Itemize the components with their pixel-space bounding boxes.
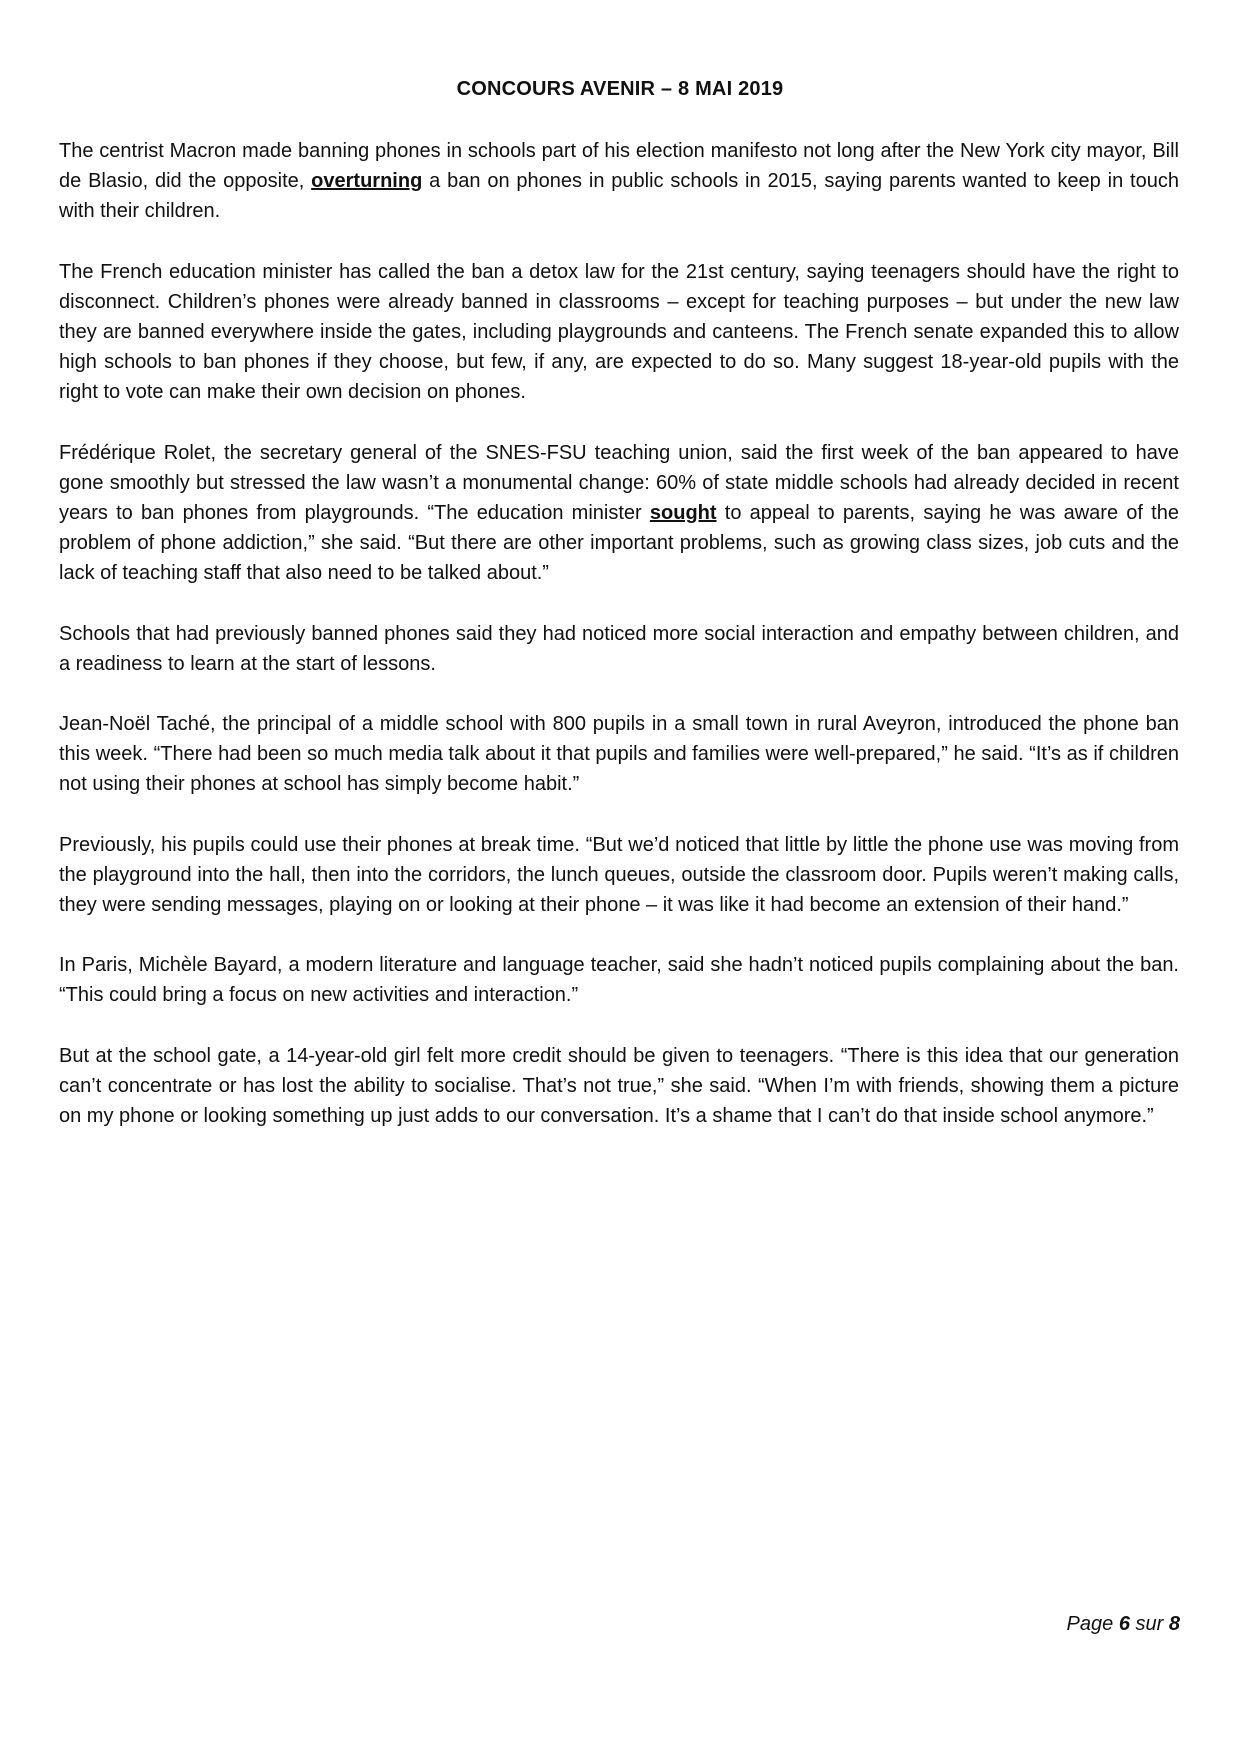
paragraph-1-text-before: The centrist Macron made banning phones in schools part of his election manifesto not long after the New York city mayor, Bill de Blasio, did the opposite, <box>59 140 1179 193</box>
page-total: 8 <box>1168 1613 1180 1635</box>
paragraph-5: Jean-Noël Taché, the principal of a middle school with 800 pupils in a small town in rural Aveyron, introduced the phone ban this week. “There had been so much media talk about it that pupils and families were well-prepared,” he said. “It’s as if children not using their phones at school has simply become habit.” <box>59 713 1179 796</box>
paragraph-6: Previously, his pupils could use their phones at break time. “But we’d noticed that little by little the phone use was moving from the playground into the hall, then into the corridors, the lunch queues, outside the classroom door. Pupils weren’t making calls, they were sending messages, playing on or looking at their phone – it was like it had become an extension of their hand.” <box>59 833 1179 917</box>
page-number-footer <box>1067 1613 1180 1636</box>
page-title: CONCOURS AVENIR – 8 MAI 2019 <box>456 78 784 100</box>
paragraph-3 <box>59 438 1179 589</box>
paragraph-7: In Paris, Michèle Bayard, a modern literature and language teacher, said she hadn’t noticed pupils complaining about the ban. “This could bring a focus on new activities and interaction.” <box>59 954 1179 1007</box>
paragraph-1 <box>59 136 1179 227</box>
paragraph-1-text-after: a ban on phones in public schools in 2015, saying parents wanted to keep in touch with their children. <box>59 170 1179 223</box>
page-current: 6 <box>1118 1613 1130 1635</box>
paragraph-2: The French education minister has called the ban a detox law for the 21st century, saying teenagers should have the right to disconnect. Children’s phones were already banned in classrooms – except for teaching purposes – but under the new law they are banned everywhere inside the gates, including playgrounds and canteens. The French senate expanded this to allow high schools to ban phones if they choose, but few, if any, are expected to do so. Many suggest 18-year-old pupils with the right to vote can make their own decision on phones. <box>59 260 1179 404</box>
keyword-overturning: overturning <box>311 170 423 193</box>
paragraph-8: But at the school gate, a 14-year-old girl felt more credit should be given to teenagers. “There is this idea that our generation can’t concentrate or has lost the ability to socialise. That’s not true,” she said. “When I’m with friends, showing them a picture on my phone or looking something up just adds to our conversation. It’s a shame that I can’t do that inside school anymore.” <box>59 1044 1179 1128</box>
page-label: Page <box>1066 1613 1114 1635</box>
page-of-label: sur <box>1135 1613 1164 1635</box>
article-body <box>59 136 1179 1161</box>
keyword-sought: sought <box>649 502 717 525</box>
paragraph-3-text-after: to appeal to parents, saying he was aware of the problem of phone addiction,” she said. “But there are other important problems, such as growing class sizes, job cuts and the lack of teaching staff that also need to be talked about.” <box>59 502 1179 585</box>
paragraph-3-text-before: Frédérique Rolet, the secretary general of the SNES-FSU teaching union, said the first week of the ban appeared to have gone smoothly but stressed the law wasn’t a monumental change: 60% of state middle schools had already decided in recent years to ban phones from playgrounds. “The education minister <box>59 441 1179 525</box>
paragraph-4: Schools that had previously banned phones said they had noticed more social interaction and empathy between children, and a readiness to learn at the start of lessons. <box>59 622 1179 675</box>
